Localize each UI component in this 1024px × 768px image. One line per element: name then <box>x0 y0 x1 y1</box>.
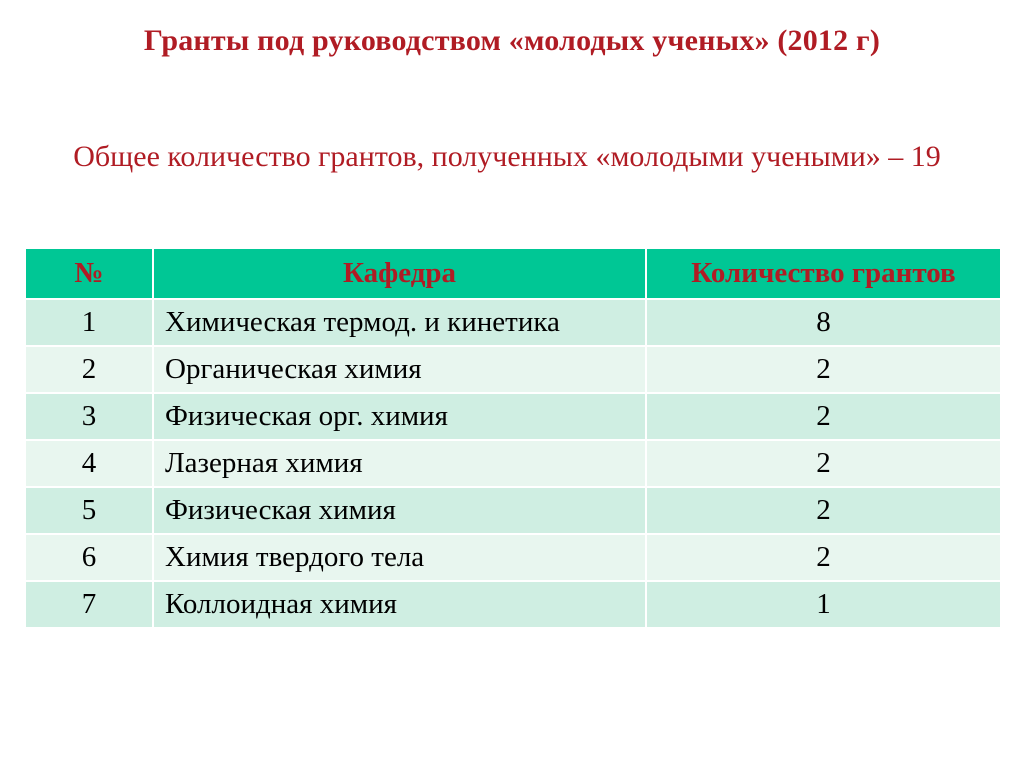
row-number: 7 <box>25 581 153 628</box>
row-number: 3 <box>25 393 153 440</box>
row-grant-count: 2 <box>646 534 1001 581</box>
row-grant-count: 2 <box>646 346 1001 393</box>
row-grant-count: 2 <box>646 440 1001 487</box>
row-grant-count: 2 <box>646 487 1001 534</box>
row-department: Лазерная химия <box>153 440 646 487</box>
column-header-department: Кафедра <box>153 248 646 299</box>
column-header-number: № <box>25 248 153 299</box>
row-number: 4 <box>25 440 153 487</box>
row-number: 2 <box>25 346 153 393</box>
table-row <box>25 299 1001 346</box>
page-title: Гранты под руководством «молодых ученых» (2012 г) <box>143 24 881 57</box>
table-row <box>25 346 1001 393</box>
row-grant-count: 2 <box>646 393 1001 440</box>
row-number: 6 <box>25 534 153 581</box>
row-grant-count: 8 <box>646 299 1001 346</box>
row-department: Коллоидная химия <box>153 581 646 628</box>
table-header-row <box>25 248 1001 299</box>
table-row <box>25 440 1001 487</box>
row-number: 1 <box>25 299 153 346</box>
grants-table <box>24 247 1002 629</box>
table-row <box>25 393 1001 440</box>
row-department: Физическая химия <box>153 487 646 534</box>
row-number: 5 <box>25 487 153 534</box>
column-header-grant-count: Количество грантов <box>646 248 1001 299</box>
row-department: Химическая термод. и кинетика <box>153 299 646 346</box>
table-row <box>25 534 1001 581</box>
row-department: Химия твердого тела <box>153 534 646 581</box>
table-row <box>25 487 1001 534</box>
table-row <box>25 581 1001 628</box>
row-department: Органическая химия <box>153 346 646 393</box>
row-grant-count: 1 <box>646 581 1001 628</box>
row-department: Физическая орг. химия <box>153 393 646 440</box>
page-subtitle: Общее количество грантов, полученных «молодыми учеными» – 19 <box>73 140 941 173</box>
